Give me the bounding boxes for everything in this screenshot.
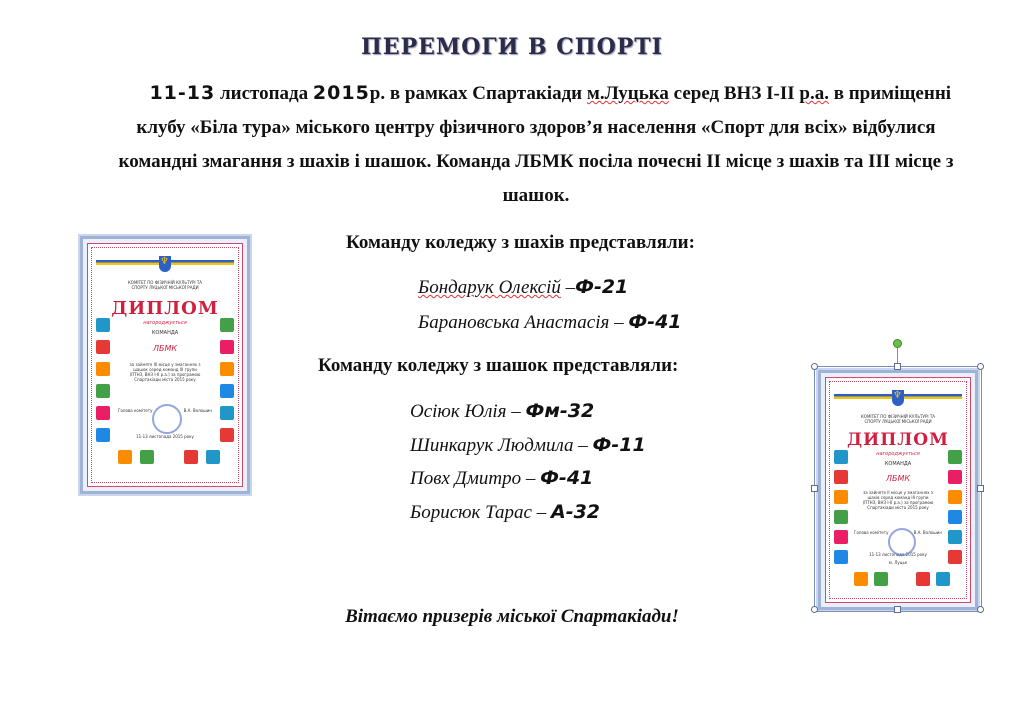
sport-icon: [96, 384, 110, 398]
separator: –: [560, 277, 576, 298]
resize-handle-top[interactable]: [894, 363, 901, 370]
resize-handle-top-left[interactable]: [811, 363, 818, 370]
sport-icon: [220, 428, 234, 442]
city: м.Луцька: [586, 83, 669, 104]
checkers-member: [410, 501, 600, 524]
chess-member: [418, 311, 682, 334]
diploma-signer: В.А. Волошин: [183, 408, 212, 413]
member-name: Повх Дмитро: [410, 468, 522, 489]
diploma-team-label: КОМАНДА: [151, 330, 179, 336]
separator: –: [532, 502, 551, 523]
separator: –: [506, 401, 526, 422]
checkers-member: [410, 400, 594, 423]
sport-icon: [220, 362, 234, 376]
diploma-title: ДИПЛОМ: [111, 298, 219, 319]
resize-handle-bottom-left[interactable]: [811, 606, 818, 613]
intro-paragraph: [96, 76, 976, 213]
diploma-image-left: [80, 236, 250, 494]
sport-icon: [96, 406, 110, 420]
diploma-place-text: за зайняте II місце у змаганнях з шахів серед команд ІІІ групи (ПТНЗ, ВНЗ І-ІІ р.а.) за програмою Спартакіади міста 2015 року: [862, 490, 934, 510]
diploma-signature: Голова комітету: [118, 408, 153, 413]
sport-icon: [220, 384, 234, 398]
rotate-handle[interactable]: [893, 339, 902, 348]
diploma-signer: В.А. Волошин: [913, 530, 942, 535]
member-group: А-32: [551, 501, 601, 523]
separator: –: [521, 468, 541, 489]
separator: –: [609, 312, 629, 333]
member-group: Фм-32: [525, 400, 595, 422]
member-name: Бондарук Олексій: [418, 277, 561, 298]
diploma-city: м. Луцьк: [888, 560, 908, 565]
member-group: Ф-21: [575, 276, 629, 298]
sport-icon: [220, 318, 234, 332]
checkers-member: [410, 467, 593, 490]
diploma-subtitle: нагороджується: [143, 320, 187, 326]
diploma-frame: [87, 243, 243, 487]
sport-icon: [220, 406, 234, 420]
diploma-header: КОМІТЕТ ПО ФІЗИЧНІЙ КУЛЬТУРІ ТА СПОРТУ ЛУЦЬКОЇ МІСЬКОЇ РАДИ: [860, 414, 936, 424]
member-name: Барановська Анастасія: [418, 312, 610, 333]
checkers-member: [410, 434, 646, 457]
chess-heading: Команду коледжу з шахів представляли:: [346, 232, 695, 253]
diploma-title: ДИПЛОМ: [847, 430, 949, 450]
stamp-icon: [152, 404, 182, 434]
chess-member: [418, 276, 628, 299]
separator: –: [573, 435, 593, 456]
sport-icon: [220, 340, 234, 354]
diploma-team-label: КОМАНДА: [884, 461, 912, 467]
member-name: Осіюк Юлія: [410, 401, 507, 422]
diploma-subtitle: нагороджується: [876, 451, 920, 457]
sport-icon: [184, 450, 198, 464]
sport-icon: [118, 450, 132, 464]
diploma-date: 11-13 листопада 2015 року: [869, 552, 927, 557]
diploma-signature: Голова комітету: [854, 530, 889, 535]
resize-handle-right[interactable]: [977, 485, 984, 492]
resize-handle-bottom-right[interactable]: [977, 606, 984, 613]
checkers-heading: Команду коледжу з шашок представляли:: [318, 355, 679, 376]
diploma-team-name: ЛБМК: [152, 344, 178, 353]
sport-icon: [140, 450, 154, 464]
coat-of-arms-icon: [159, 256, 171, 272]
diploma-place-text: за зайняте III місце у змаганнях з шашок серед команд ІІІ групи (ПТНЗ, ВНЗ І-ІІ р.а.) за програмою Спартакіади міста 2015 року: [129, 362, 201, 382]
resize-handle-top-right[interactable]: [977, 363, 984, 370]
selection-frame: [814, 366, 982, 612]
diploma-header: КОМІТЕТ ПО ФІЗИЧНІЙ КУЛЬТУРІ ТА СПОРТУ ЛУЦЬКОЇ МІСЬКОЇ РАДИ: [127, 280, 203, 290]
member-group: Ф-11: [592, 434, 646, 456]
text-part: серед ВНЗ I-II: [668, 83, 800, 104]
dates: 11-13: [149, 82, 216, 104]
congratulations: Вітаємо призерів міської Спартакіади!: [345, 606, 679, 627]
text-part: листопада: [215, 83, 313, 104]
sport-icon: [96, 340, 110, 354]
sport-icon: [96, 362, 110, 376]
page-title: ПЕРЕМОГИ В СПОРТІ: [361, 34, 663, 60]
year: 2015: [312, 82, 370, 104]
resize-handle-left[interactable]: [811, 485, 818, 492]
text-part: р. в рамках Спартакіади: [369, 83, 587, 104]
sport-icon: [206, 450, 220, 464]
text-part: в приміщенні клубу «Біла тура» міського центру фізичного здоров’я населення «Спорт для всіх» відбулися командні змагання з шахів і шашок. Команда ЛБМК посіла почесні II місце з шахів та III місце з шашок.: [118, 83, 954, 206]
sport-icon: [96, 428, 110, 442]
diploma-team-name: ЛБМК: [885, 474, 911, 483]
member-group: Ф-41: [540, 467, 594, 489]
member-name: Борисюк Тарас: [410, 502, 532, 523]
resize-handle-bottom[interactable]: [894, 606, 901, 613]
diploma-date: 11-13 листопада 2015 року: [136, 434, 194, 439]
member-name: Шинкарук Людмила: [410, 435, 574, 456]
accreditation: р.а.: [799, 83, 829, 104]
member-group: Ф-41: [628, 311, 682, 333]
sport-icon: [96, 318, 110, 332]
